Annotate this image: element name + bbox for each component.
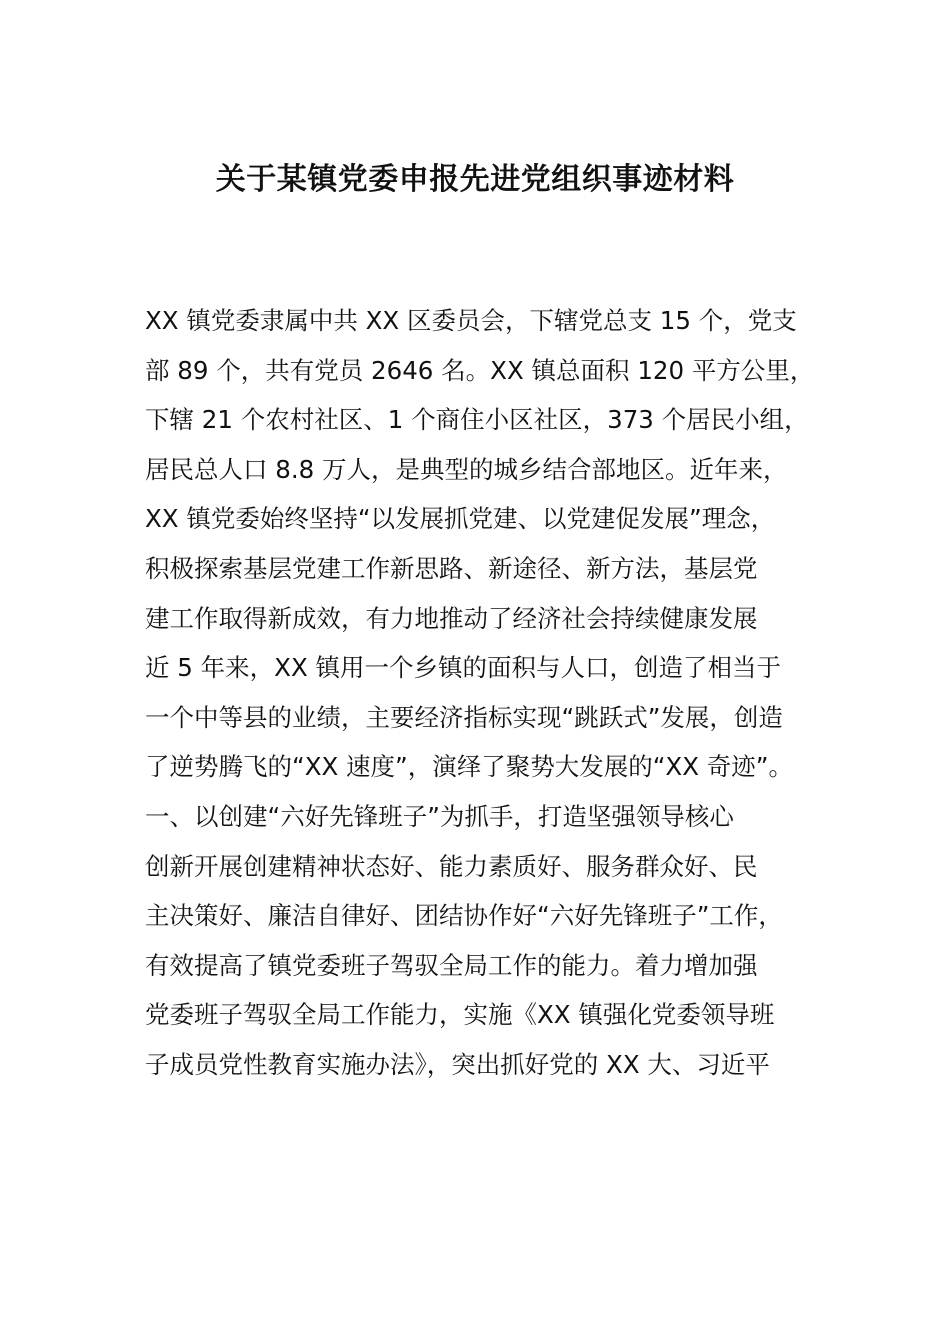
body-line: 一个中等县的业绩，主要经济指标实现“跳跃式”发展，创造: [145, 702, 783, 732]
body-line: XX 镇党委隶属中共 XX 区委员会，下辖党总支 15 个，党支: [145, 306, 797, 335]
body-line: 建工作取得新成效，有力地推动了经济社会持续健康发展: [145, 603, 758, 633]
document-body: [145, 296, 845, 1090]
body-line: 近 5 年来，XX 镇用一个乡镇的面积与人口，创造了相当于: [145, 653, 782, 683]
body-line: 部 89 个，共有党员 2646 名。XX 镇总面积 120 平方公里，: [145, 355, 815, 385]
body-line: 有效提高了镇党委班子驾驭全局工作的能力。着力增加强: [145, 950, 758, 980]
section-heading: 一、以创建“六好先锋班子”为抓手，打造坚强领导核心: [145, 801, 734, 831]
body-line: 下辖 21 个农村社区、1 个商住小区社区，373 个居民小组，: [145, 405, 809, 435]
body-line: 居民总人口 8.8 万人，是典型的城乡结合部地区。近年来，: [145, 454, 788, 484]
document-title: 关于某镇党委申报先进党组织事迹材料: [215, 162, 735, 197]
body-line: 了逆势腾飞的“XX 速度”，演绎了聚势大发展的“XX 奇迹”。: [145, 752, 793, 782]
body-line: 主决策好、廉洁自律好、团结协作好“六好先锋班子”工作，: [145, 901, 783, 931]
body-line: 子成员党性教育实施办法》，突出抓好党的 XX 大、习近平: [145, 1049, 770, 1079]
body-line: 党委班子驾驭全局工作能力，实施《XX 镇强化党委领导班: [145, 1000, 775, 1030]
body-line: 积极探索基层党建工作新思路、新途径、新方法，基层党: [145, 553, 758, 583]
body-line: XX 镇党委始终坚持“以发展抓党建、以党建促发展”理念，: [145, 504, 776, 534]
body-line: 创新开展创建精神状态好、能力素质好、服务群众好、民: [145, 851, 758, 881]
